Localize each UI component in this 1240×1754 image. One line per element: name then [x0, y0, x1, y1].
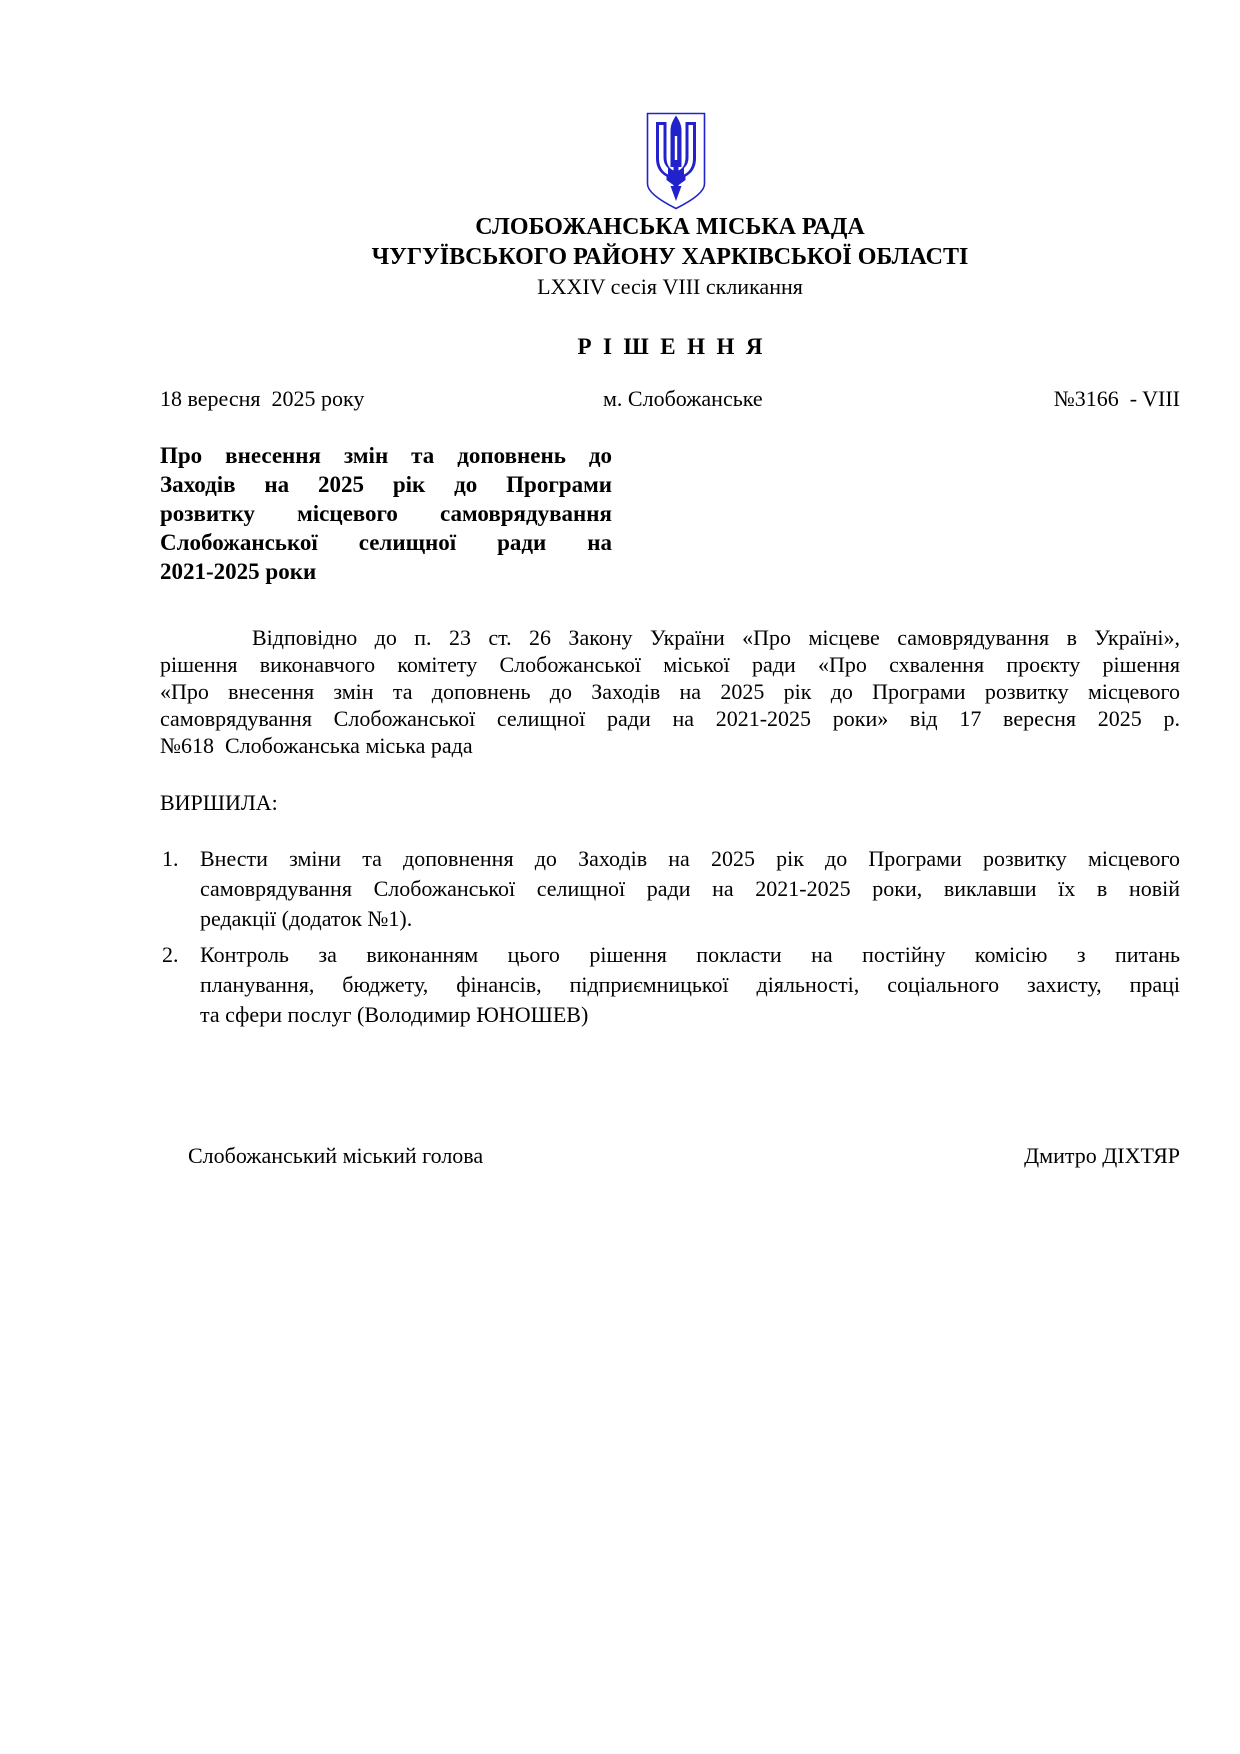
trident-icon: [645, 112, 707, 212]
item-text-line: Внести зміни та доповнення до Заходів на 2025 рік до Програми розвитку місцевого: [200, 846, 1180, 871]
document-place: м. Слобожанське: [603, 386, 763, 411]
coat-of-arms-ukraine: [645, 112, 707, 212]
resolution-list: [160, 844, 1180, 1030]
preamble-line: «Про внесення змін та доповнень до Заходів на 2025 рік до Програми розвитку місцевого: [160, 679, 1180, 704]
item-number: 1.: [162, 846, 179, 871]
decision-subject-line: розвитку місцевого самоврядування: [160, 501, 612, 526]
signatory-name: Дмитро ДІХТЯР: [1024, 1143, 1180, 1168]
council-name: СЛОБОЖАНСЬКА МІСЬКА РАДА: [475, 214, 865, 240]
decision-subject: [160, 441, 612, 586]
document-type-title: РІШЕННЯ: [577, 334, 774, 359]
document-content: [0, 112, 1240, 1170]
preamble-line: самоврядування Слобожанської селищної ради на 2021-2025 роки» від 17 вересня 2025 р.: [160, 706, 1180, 731]
item-text-line: та сфери послуг (Володимир ЮНОШЕВ): [200, 1002, 589, 1027]
item-text-line: редакції (додаток №1).: [200, 906, 413, 931]
item-text-line: самоврядування Слобожанської селищної ради на 2021-2025 роки, виклавши їх в новій: [200, 876, 1180, 901]
decision-subject-line: 2021-2025 роки: [160, 559, 317, 584]
meta-row: [160, 385, 1180, 413]
item-text-line: планування, бюджету, фінансів, підприємницької діяльності, соціального захисту, праці: [200, 972, 1180, 997]
signature-row: [160, 1142, 1180, 1170]
resolved-label: ВИРШИЛА:: [160, 790, 278, 815]
document-date: 18 вересня 2025 року: [160, 386, 365, 411]
decision-subject-line: Заходів на 2025 рік до Програми: [160, 472, 612, 497]
list-item: [160, 940, 1180, 1030]
item-text-line: Контроль за виконанням цього рішення покласти на постійну комісію з питань: [200, 942, 1180, 967]
item-number: 2.: [162, 942, 179, 967]
preamble-line: Відповідно до п. 23 ст. 26 Закону України «Про місцеве самоврядування в Україні»,: [252, 625, 1180, 650]
council-region: ЧУГУЇВСЬКОГО РАЙОНУ ХАРКІВСЬКОЇ ОБЛАСТІ: [371, 244, 969, 270]
preamble-line: №618 Слобожанська міська рада: [160, 733, 473, 758]
preamble-paragraph: [160, 624, 1180, 759]
signatory-position: Слобожанський міський голова: [188, 1143, 484, 1168]
decision-subject-line: Про внесення змін та доповнень до: [160, 443, 612, 468]
list-item: [160, 844, 1180, 934]
document-number: №3166 - VIII: [1053, 386, 1180, 411]
decision-subject-line: Слобожанської селищної ради на: [160, 530, 612, 555]
preamble-line: рішення виконавчого комітету Слобожанської міської ради «Про схвалення проєкту рішення: [160, 652, 1180, 677]
session-line: LXXIV сесія VIII скликання: [537, 274, 803, 299]
